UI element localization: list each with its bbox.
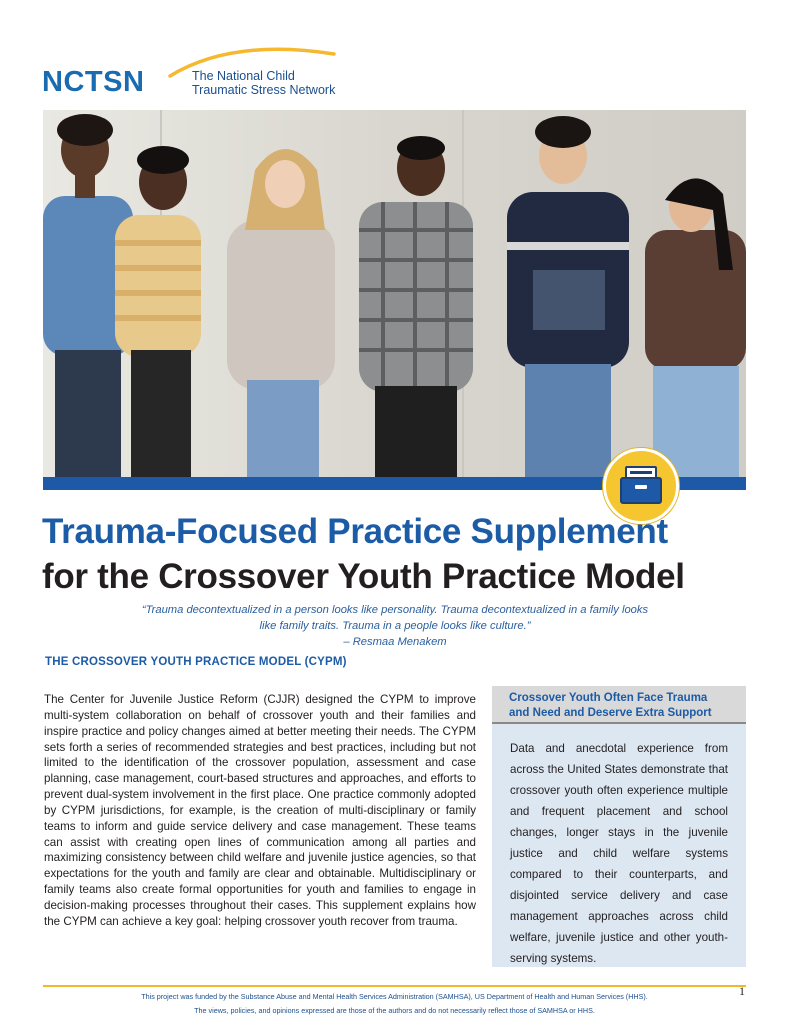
quote-line1: “Trauma decontextualized in a person looks like personality. Trauma decontextualized in a family looks xyxy=(141,604,649,616)
quote-line2: like family traits. Trauma in a people looks like culture.” xyxy=(259,620,531,632)
page-title-line2: for the Crossover Youth Practice Model xyxy=(42,557,685,596)
file-drawer-icon xyxy=(619,465,663,505)
footer-divider xyxy=(43,985,746,987)
sidebar-heading xyxy=(492,686,746,724)
page-title-line1: Trauma-Focused Practice Supplement xyxy=(42,512,668,551)
page-number: 1 xyxy=(739,984,745,998)
body-paragraph: The Center for Juvenile Justice Reform (CJJR) designed the CYPM to improve multi-system collaboration on behalf of crossover youth and their families and inspire practice and policy changes aimed at better meeting their needs. The CYPM sets forth a series of recommended strategies and best practices, including but not limited to the identification of the crossover population, assessment and case planning, case management, court-based structures and approaches, and efforts to prevent dual-system involvement in the first place. One practice commonly adopted by CYPM jurisdictions, for example, is the creation of multi-disciplinary or family teams to inform and guide service delivery and case management. These teams can assist with creating open lines of communication among all parties and maximizing consistency between child welfare and juvenile justice agencies, so that expectations for the youth and family are clear and obtainable. Multidisciplinary or family teams also create formal opportunities for youth and families to engage in decision-making processes throughout their cases. This supplement explains how the CYPM can achieve a key goal: helping crossover youth recover from trauma. xyxy=(44,693,476,928)
sidebar-heading-line1: Crossover Youth Often Face Trauma xyxy=(509,692,708,704)
sidebar-body-text: Data and anecdotal experience from across the United States demonstrate that crossover youth often experience multiple and frequent placement and school changes, longer stays in the juvenile justice and child welfare systems compared to their counterparts, and disjointed service delivery and case management approaches across child welfare, juvenile justice and other youth-serving systems. xyxy=(492,724,746,967)
footer-line1: This project was funded by the Substance Abuse and Mental Health Services Administration (SAMHSA), US Department of Health and Human Services (HHS). xyxy=(141,992,648,1001)
footer-line2: The views, policies, and opinions expressed are those of the authors and do not necessarily reflect those of SAMHSA or HHS. xyxy=(194,1006,595,1015)
logo-org-name xyxy=(192,69,335,97)
sidebar-heading-line2: and Need and Deserve Extra Support xyxy=(509,706,712,719)
logo-wordmark: NCTSN xyxy=(42,66,145,98)
epigraph-quote xyxy=(80,602,710,650)
hero-photo xyxy=(43,110,746,478)
section-heading: THE CROSSOVER YOUTH PRACTICE MODEL (CYPM) xyxy=(45,656,347,668)
funding-disclaimer xyxy=(43,990,746,1018)
quote-attribution: – Resmaa Menakem xyxy=(343,636,447,648)
logo-org-line2: Traumatic Stress Network xyxy=(192,83,336,97)
sidebar-callout xyxy=(492,686,746,973)
nctsn-logo xyxy=(42,40,362,100)
logo-org-line1: The National Child xyxy=(192,69,295,83)
